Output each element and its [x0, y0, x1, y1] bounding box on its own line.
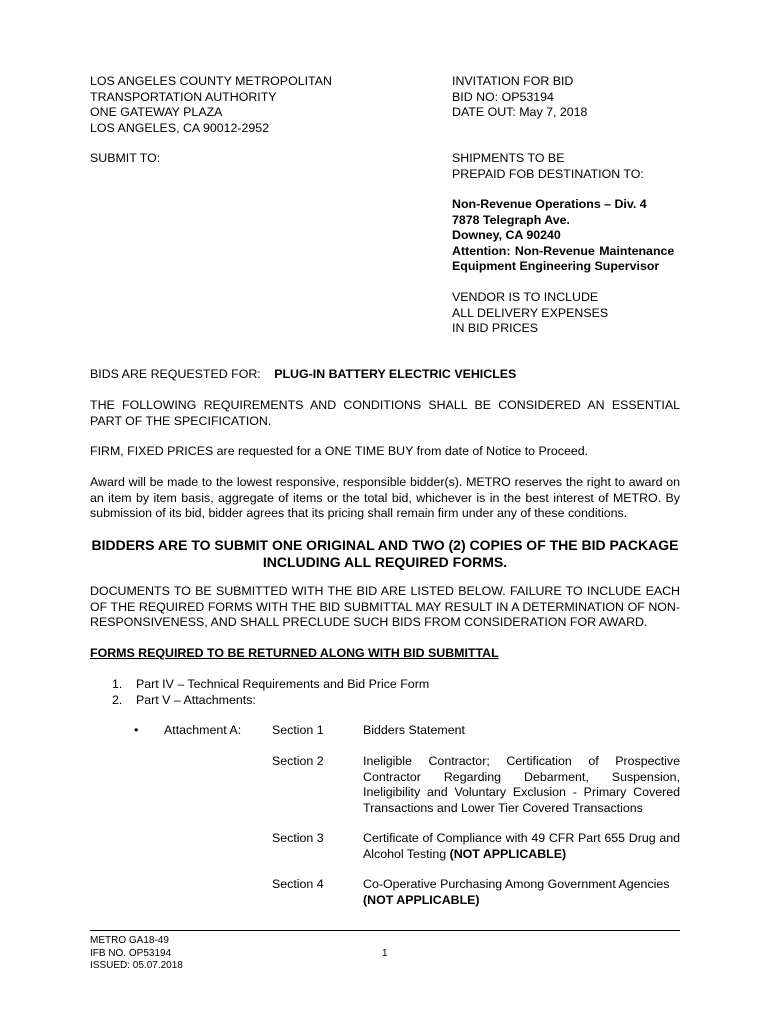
section-text: Co-Operative Purchasing Among Government Agencies	[363, 877, 670, 891]
vendor-note	[452, 290, 608, 337]
agency-address-line2: LOS ANGELES, CA 90012-2952	[90, 120, 270, 135]
bids-requested-label: BIDS ARE REQUESTED FOR:	[90, 367, 261, 381]
footer-line1: METRO GA18-49	[90, 935, 169, 946]
section-label: Section 3	[272, 831, 324, 845]
forms-list	[112, 677, 429, 708]
list-number: 1.	[112, 677, 123, 691]
shipments-line1: SHIPMENTS TO BE	[452, 151, 565, 165]
bid-title: INVITATION FOR BID	[452, 74, 574, 88]
footer-divider	[90, 930, 680, 931]
agency-name-line2: TRANSPORTATION AUTHORITY	[90, 89, 277, 104]
bullet-icon: •	[134, 723, 139, 737]
award-paragraph: Award will be made to the lowest responsive, responsible bidder(s). METRO reserves the right to award on an item by item basis, aggregate of items or the total bid, whichever is in the best interest of METRO. By submission of its bid, bidder agrees that its pricing shall remain firm under any of these conditions.	[90, 475, 680, 520]
section-description	[363, 877, 680, 908]
documents-paragraph: DOCUMENTS TO BE SUBMITTED WITH THE BID ARE LISTED BELOW. FAILURE TO INCLUDE EACH OF THE REQUIRED FORMS WITH THE BID SUBMITTAL MAY RESULT IN A DETERMINATION OF NON-RESPONSIVENESS, AND SHALL PRECLUDE SUCH BIDS FROM CONSIDERATION FOR AWARD.	[90, 584, 680, 629]
agency-address-line1: ONE GATEWAY PLAZA	[90, 105, 223, 119]
section-description	[363, 831, 680, 862]
agency-name-line1: LOS ANGELES COUNTY METROPOLITAN	[90, 74, 332, 88]
firm-prices-paragraph: FIRM, FIXED PRICES are requested for a ONE TIME BUY from date of Notice to Proceed.	[90, 444, 589, 458]
date-out: DATE OUT: May 7, 2018	[452, 105, 588, 119]
list-text: Part IV – Technical Requirements and Bid Price Form	[136, 677, 430, 691]
bids-requested	[90, 367, 516, 383]
footer-line3: ISSUED: 05.07.2018	[90, 960, 183, 971]
bidders-heading-line1: BIDDERS ARE TO SUBMIT ONE ORIGINAL AND TWO (2) COPIES OF THE BID PACKAGE	[91, 537, 679, 553]
section-description: Ineligible Contractor; Certification of Prospective Contractor Regarding Debarment, Suspension, Ineligibility and Voluntary Exclusion - Primary Covered Transactions and Lower Tier Covered Transactions	[363, 754, 680, 815]
destination-line5: Equipment Engineering Supervisor	[452, 259, 660, 273]
section-label: Section 1	[272, 723, 324, 737]
page-number: 1	[382, 948, 388, 959]
list-text: Part V – Attachments:	[136, 692, 256, 707]
requirements-paragraph: THE FOLLOWING REQUIREMENTS AND CONDITIONS SHALL BE CONSIDERED AN ESSENTIAL PART OF THE SPECIFICATION.	[90, 398, 680, 428]
submit-to-label	[90, 151, 160, 167]
footer-info	[90, 935, 183, 973]
destination-line2: 7878 Telegraph Ave.	[452, 212, 570, 227]
bidders-heading	[80, 537, 690, 571]
not-applicable-label: (NOT APPLICABLE)	[449, 846, 567, 861]
section-label: Section 2	[272, 754, 324, 768]
attachment-label: Attachment A:	[164, 723, 242, 737]
vendor-line2: ALL DELIVERY EXPENSES	[452, 305, 609, 320]
list-number: 2.	[112, 692, 123, 707]
not-applicable-label: (NOT APPLICABLE)	[363, 892, 480, 907]
forms-heading: FORMS REQUIRED TO BE RETURNED ALONG WITH BID SUBMITTAL	[90, 646, 499, 660]
vendor-line1: VENDOR IS TO INCLUDE	[452, 290, 599, 304]
shipments-line2: PREPAID FOB DESTINATION TO:	[452, 166, 644, 181]
vendor-line3: IN BID PRICES	[452, 321, 539, 335]
bid-info	[452, 74, 587, 121]
destination-address	[452, 197, 674, 275]
bids-requested-value: PLUG-IN BATTERY ELECTRIC VEHICLES	[274, 367, 517, 381]
list-item	[112, 677, 429, 693]
destination-line1: Non-Revenue Operations – Div. 4	[452, 197, 647, 211]
footer-line2: IFB NO. OP53194	[90, 947, 172, 959]
section-label: Section 4	[272, 877, 324, 891]
destination-line3: Downey, CA 90240	[452, 228, 561, 242]
bidders-heading-line2: INCLUDING ALL REQUIRED FORMS.	[262, 554, 508, 570]
submit-to-text: SUBMIT TO:	[90, 151, 161, 165]
bid-number: BID NO: OP53194	[452, 89, 554, 104]
section-text: Certificate of Compliance with 49 CFR Part 655 Drug and Alcohol Testing	[363, 831, 680, 861]
shipments-note	[452, 151, 644, 182]
agency-address	[90, 74, 332, 136]
section-description: Bidders Statement	[363, 723, 465, 737]
destination-line4: Attention: Non-Revenue Maintenance	[452, 243, 675, 258]
list-item	[112, 693, 429, 709]
